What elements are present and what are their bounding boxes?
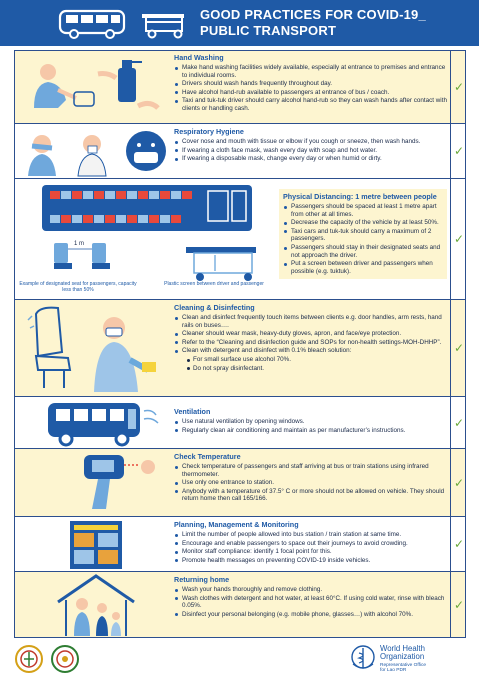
- section-title: Returning home: [174, 575, 230, 584]
- check-icon: ✓: [454, 144, 465, 158]
- check-icon: ✓: [454, 232, 465, 246]
- physical-distancing-content: [279, 189, 447, 279]
- respiratory-hygiene-illustration: [18, 124, 168, 179]
- list-item: Drivers should wash hands frequently throughout day.: [174, 80, 448, 88]
- ventilation-bus-illustration: [18, 397, 168, 449]
- title-line-1: GOOD PRACTICES FOR COVID-19_: [200, 7, 426, 22]
- check-icon: ✓: [454, 475, 465, 490]
- section-respiratory-hygiene: [14, 123, 466, 178]
- list-item: Make hand washing facilities widely available, especially at entrance to premises and entrance to individual rooms.: [174, 64, 448, 79]
- section-title: Physical Distancing: 1 metre between people: [283, 192, 437, 201]
- section-planning-management: [14, 516, 466, 571]
- section-hand-washing: [14, 50, 466, 123]
- list-item: Clean and disinfect frequently touch items between clients e.g. door handles, arm rests, hand rails on buses….: [174, 314, 448, 329]
- check-icon: ✓: [454, 537, 465, 551]
- footer: [0, 640, 479, 679]
- list-item: Monitor staff compliance: identify 1 focal point for this.: [174, 548, 448, 556]
- seat-caption: Example of designated seat for passengers, capacity less than 50%: [19, 281, 137, 293]
- check-icon: ✓: [454, 598, 465, 612]
- section-title: Planning, Management & Monitoring: [174, 520, 299, 529]
- list-item: Cleaner should wear mask, heavy-duty gloves, apron, and face/eye protection.: [174, 330, 448, 338]
- check-icon: ✓: [454, 341, 465, 355]
- section-title: Check Temperature: [174, 452, 241, 461]
- sub-list-item: Do not spray disinfectant.: [186, 365, 448, 373]
- title-line-2: PUBLIC TRANSPORT: [200, 23, 337, 38]
- screen-caption: Plastic screen between driver and passenger: [164, 281, 264, 287]
- list-item: Taxi cars and tuk-tuk should carry a maximum of 2 passengers.: [283, 228, 443, 243]
- list-item: Anybody with a temperature of 37.5° C or more should not be allowed on vehicle. They should return home then call 165/166.: [174, 488, 448, 503]
- list-item: Passengers should be spaced at least 1 metre apart from other at all times.: [283, 203, 443, 218]
- ventilation-content: [174, 407, 448, 435]
- list-item: Regularly clean air conditioning and maintain as per manufacturer’s instructions.: [174, 427, 448, 435]
- page-title: [200, 7, 470, 39]
- list-item: Put a screen between driver and passengers when possible (e.g. tuktuk).: [283, 260, 443, 275]
- who-logo-icon: [350, 644, 376, 672]
- distance-label: 1 m: [73, 241, 84, 247]
- ministry-seal-icon: [14, 644, 44, 674]
- list-item: If wearing a cloth face mask, wash every day with soap and hot water.: [174, 147, 448, 155]
- list-item: Use only one entrance to station.: [174, 479, 448, 487]
- hand-washing-content: [174, 53, 448, 114]
- check-icon: ✓: [454, 415, 465, 430]
- list-item: Check temperature of passengers and staff arriving at bus or train stations using infrared thermometer.: [174, 463, 448, 478]
- section-title: Respiratory Hygiene: [174, 127, 244, 136]
- list-item: Refer to the “Cleaning and disinfection guide and SOPs for non-health settings-MOH-DHHP”.: [174, 339, 448, 347]
- sub-list-item: For small surface use alcohol 70%.: [186, 356, 448, 364]
- section-title: Ventilation: [174, 407, 211, 416]
- list-item: Use natural ventilation by opening windows.: [174, 418, 448, 426]
- section-title: Hand Washing: [174, 53, 224, 62]
- list-item: Disinfect your personal belonging (e.g. mobile phone, glasses…) with alcohol 70%.: [174, 611, 448, 619]
- check-icon: ✓: [454, 79, 465, 94]
- section-cleaning-disinfecting: [14, 299, 466, 396]
- planning-content: [174, 520, 448, 565]
- list-item: If wearing a disposable mask, change every day or when humid or dirty.: [174, 155, 448, 163]
- list-item: Decrease the capacity of the vehicle by at least 50%.: [283, 219, 443, 227]
- bus-icon: [58, 8, 128, 40]
- list-item: Passengers should stay in their designated seats and not approach the driver.: [283, 244, 443, 259]
- list-item: Wash your hands thoroughly and remove clothing.: [174, 586, 448, 594]
- check-temperature-content: [174, 452, 448, 504]
- cleaning-illustration: [18, 300, 168, 397]
- list-item: Encourage and enable passengers to space out their journeys to avoid crowding.: [174, 540, 448, 548]
- list-item: Have alcohol hand-rub available to passengers at entrance of bus / coach.: [174, 89, 448, 97]
- cleaning-content: [174, 303, 448, 373]
- thermometer-illustration: [18, 449, 168, 517]
- respiratory-hygiene-content: [174, 127, 448, 164]
- list-item: Wash clothes with detergent and hot water, at least 60°C. If using cold water, rinse with bleach 0.05%.: [174, 595, 448, 610]
- poster-illustration: [18, 517, 168, 572]
- list-item: Cover nose and mouth with tissue or elbow if you cough or sneeze, then wash hands.: [174, 138, 448, 146]
- section-title: Cleaning & Disinfecting: [174, 303, 255, 312]
- who-office: Representative Office for Lao PDR: [380, 663, 427, 674]
- list-item: Promote health messages on preventing COVID-19 inside vehicles.: [174, 557, 448, 565]
- list-item: Taxi and tuk-tuk driver should carry alcohol hand-rub so they can wash hands after contact with clients or handling cash.: [174, 97, 448, 112]
- who-name: World Health Organization: [380, 644, 425, 662]
- section-physical-distancing: [14, 178, 466, 299]
- list-item: Limit the number of people allowed into bus station / train station at same time.: [174, 531, 448, 539]
- list-item: Clean with detergent and disinfect with 0.1% bleach solution:: [174, 347, 448, 355]
- department-seal-icon: [50, 644, 80, 674]
- section-ventilation: [14, 396, 466, 448]
- section-check-temperature: [14, 448, 466, 516]
- header-banner: [0, 0, 479, 46]
- section-returning-home: [14, 571, 466, 638]
- returning-home-content: [174, 575, 448, 619]
- hand-washing-illustration: [18, 50, 168, 123]
- family-home-illustration: [18, 572, 168, 639]
- tuktuk-icon: [138, 8, 190, 40]
